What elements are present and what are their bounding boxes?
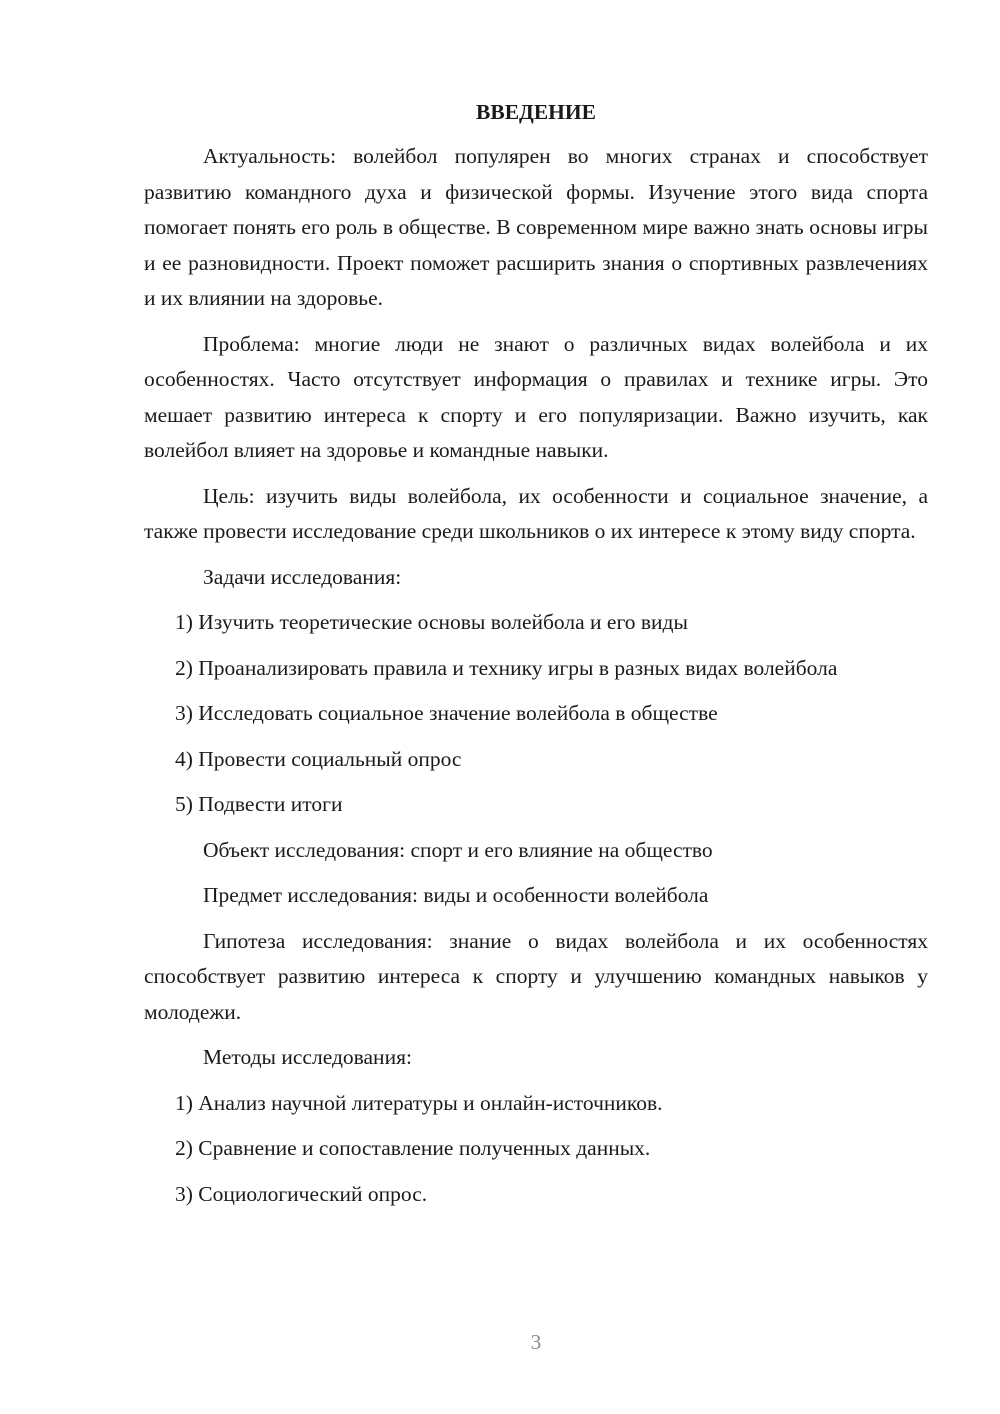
method-item: 2) Сравнение и сопоставление полученных данных. bbox=[175, 1136, 651, 1160]
page-number: 3 bbox=[530, 1330, 542, 1354]
tasks-heading: Задачи исследования: bbox=[203, 564, 402, 589]
hypothesis-paragraph: Гипотеза исследования: знание о видах волейбола и их особенностях способствует развитию интереса к спорту и улучшению командных навыков у молодежи. bbox=[144, 928, 928, 1024]
research-subject: Предмет исследования: виды и особенности волейбола bbox=[203, 883, 709, 907]
task-item: 5) Подвести итоги bbox=[175, 792, 343, 816]
problem-paragraph: Проблема: многие люди не знают о различных видах волейбола и их особенностях. Часто отсутствует информация о правилах и технике игры. Это мешает развитию интереса к спорту и его популяризации. Важно изучить, как волейбол влияет на здоровье и командные навыки. bbox=[144, 331, 928, 462]
method-item: 1) Анализ научной литературы и онлайн-источников. bbox=[175, 1090, 663, 1115]
task-item: 4) Провести социальный опрос bbox=[175, 746, 462, 771]
task-item: 2) Проанализировать правила и технику игры в разных видах волейбола bbox=[175, 655, 838, 680]
relevance-paragraph: Актуальность: волейбол популярен во многих странах и способствует развитию командного духа и физической формы. Изучение этого вида спорта помогает понять его роль в обществе. В современном мире важно знать основы игры и ее разновидности. Проект поможет расширить знания о спортивных развлечениях и их влиянии на здоровье. bbox=[144, 144, 928, 310]
research-object: Объект исследования: спорт и его влияние на общество bbox=[203, 837, 713, 862]
methods-heading: Методы исследования: bbox=[203, 1045, 412, 1069]
document-page bbox=[144, 94, 928, 1222]
goal-paragraph: Цель: изучить виды волейбола, их особенности и социальное значение, а также провести исследование среди школьников о их интересе к этому виду спорта. bbox=[144, 483, 928, 543]
task-item: 3) Исследовать социальное значение волейбола в обществе bbox=[175, 701, 718, 725]
method-item: 3) Социологический опрос. bbox=[175, 1181, 428, 1206]
task-item: 1) Изучить теоретические основы волейбола и его виды bbox=[175, 610, 688, 634]
section-title: ВВЕДЕНИЕ bbox=[476, 100, 596, 124]
